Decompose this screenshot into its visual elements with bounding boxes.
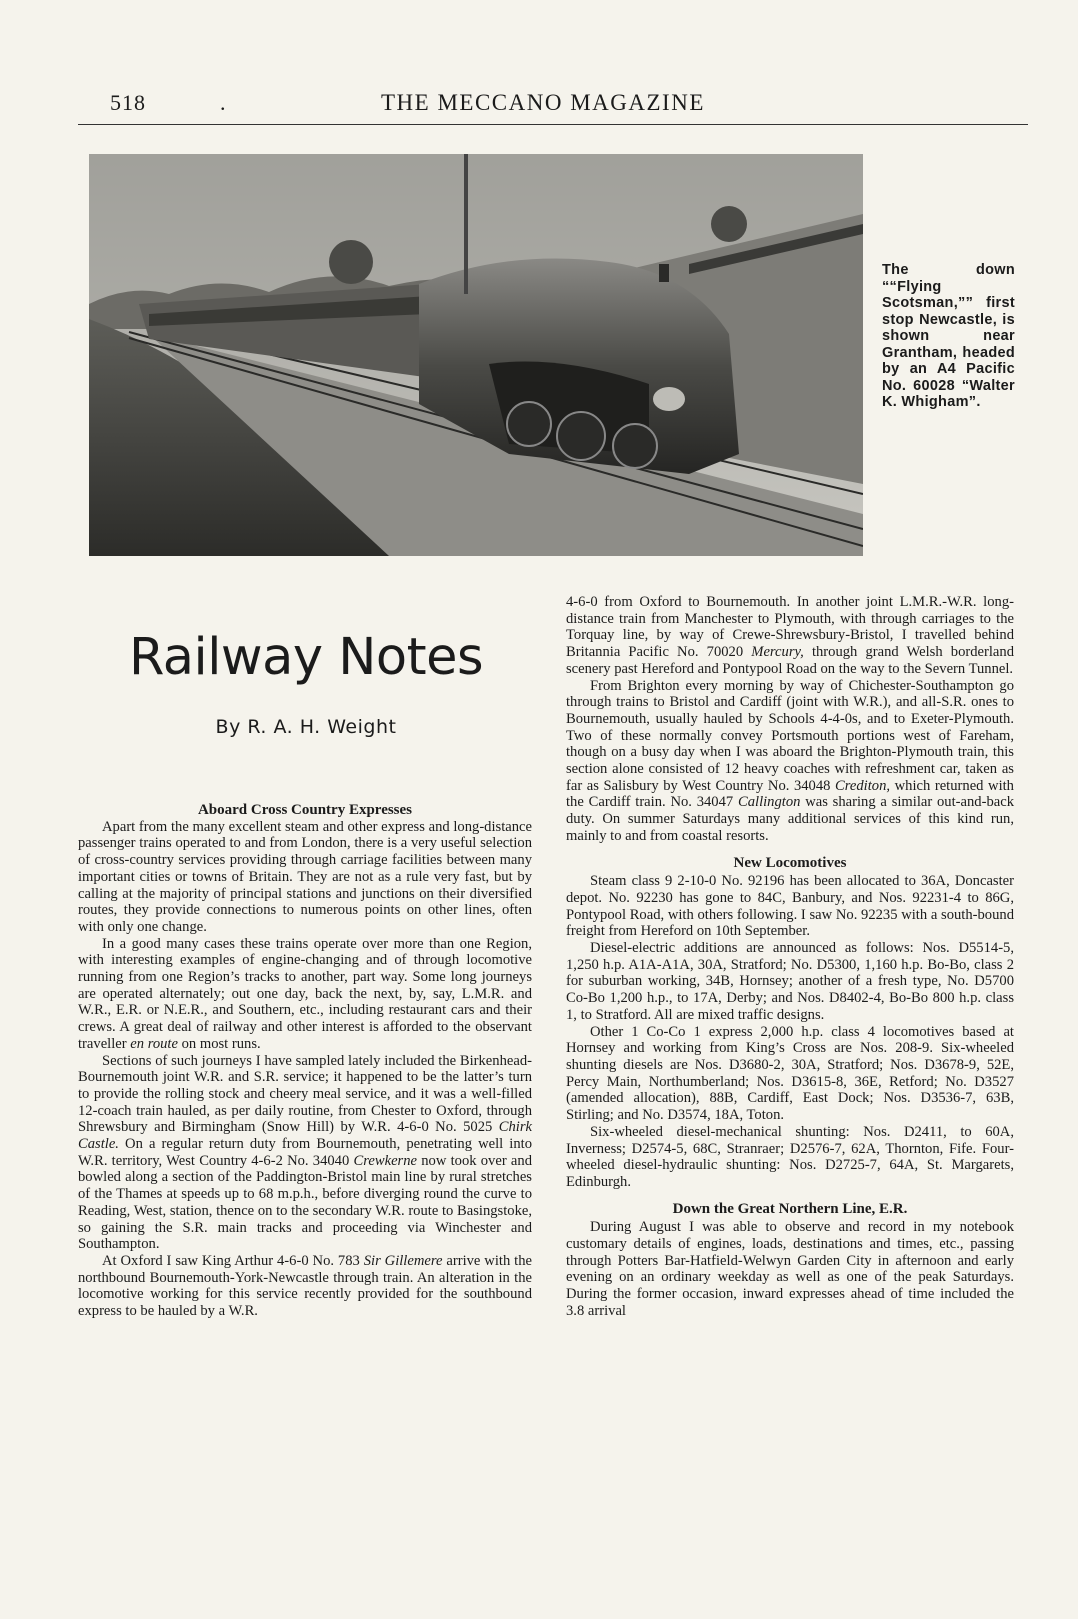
page-number: 518 <box>110 90 146 115</box>
paragraph: Steam class 9 2-10-0 No. 92196 has been allocated to 36A, Doncaster depot. No. 92230 has gone to 84C, Banbury, and Nos. 92231-4 to 86G, Pontypool Road, with others following. I saw No. 92235 with a south-bound freight from Hereford on 10th September. <box>566 873 1014 940</box>
section-heading-aboard: Aboard Cross Country Expresses <box>197 802 413 818</box>
italic-run: Crewkerne <box>353 1152 418 1169</box>
paragraph <box>566 678 1014 845</box>
text-run: which returned with the Cardiff train. No. 34047 <box>566 777 1014 811</box>
italic-run: Sir Gillemere <box>363 1252 443 1269</box>
paragraph <box>78 936 532 1053</box>
running-head: THE MECCANO MAGAZINE <box>381 90 705 115</box>
paragraph <box>566 594 1014 678</box>
text-run: At Oxford I saw King Arthur 4-6-0 No. 783 <box>102 1252 364 1269</box>
paragraph: During August I was able to observe and record in my notebook customary details of engines, loads, destinations and times, etc., passing through Potters Bar-Hatfield-Welwyn Garden City in afternoon and early evening on an ordinary weekday as well as one of the peak Saturdays. During the former occasion, inward expresses ahead of time included the 3.8 arrival <box>566 1219 1014 1319</box>
italic-run: Mercury, <box>751 644 804 661</box>
italic-run: Crediton, <box>835 777 891 794</box>
paragraph: Diesel-electric additions are announced as follows: Nos. D5514-5, 1,250 h.p. A1A-A1A, 30A, Stratford; No. D5300, 1,160 h.p. Bo-Bo, class 2 for suburban working, 34B, Hornsey; another of a fresh type, No. D5700 Co-Bo 1,200 h.p., to 17A, Derby; and Nos. D8402-4, Bo-Bo 800 h.p. class 1, to Stratford. All are mixed traffic designs. <box>566 940 1014 1023</box>
paragraph <box>78 1053 532 1253</box>
right-column <box>566 594 1014 1320</box>
section-heading-great-northern: Down the Great Northern Line, E.R. <box>672 1200 908 1217</box>
text-run: From Brighton every morning by way of Chichester-Southampton go through trains to Bristol and Cardiff (joint with W.R.), and all-S.R. ones to Bournemouth, usually hauled by Schools 4-4-0s, and to Exeter-Plymouth. Two of these normally convey Portsmouth portions west of Fareham, though on a busy day when I was aboard the Brighton-Plymouth train, this section alone consisted of 12 heavy coaches with refreshment car, taken as far as Salisbury by West Country No. 34048 <box>566 677 1014 794</box>
paragraph: Apart from the many excellent steam and other express and long-distance passenger trains operated to and from London, there is a very useful selection of cross-country services providing through carriage facilities between many important cities or towns of Britain. They are not as a rule very fast, but by calling at the majority of principal stations and junctions on their diversified routes, they provide connections to numerous points on other lines, often with only one change. <box>78 818 532 935</box>
text-run: On a regular return duty from Bournemouth, penetrating well into W.R. territory, West Country 4-6-2 No. 34040 <box>78 1136 532 1169</box>
text-run: 4-6-0 from Oxford to Bournemouth. In another joint L.M.R.-W.R. long-distance train from Manchester to Plymouth, with through carriages to the Torquay line, by way of Crewe-Shrewsbury-Bristol, I travelled behind Britannia Pacific No. 70020 <box>566 594 1014 661</box>
text-run: now took over and bowled along a section of the Paddington-Bristol main line by rural stretches of the Thames at speeds up to 68 m.p.h., before diverging round the curve to Reading, West, station, thence on to the secondary W.R. route to Basingstoke, so gaining the S.R. main tracks and proceeding via Winchester and Southampton. <box>78 1152 532 1253</box>
italic-run: Callington <box>737 794 801 811</box>
paragraph: Six-wheeled diesel-mechanical shunting: Nos. D2411, to 60A, Inverness; D2574-5, 68C, Stranraer; D2576-7, 62A, Thornton, Fife. Four-wheeled diesel-hydraulic shunting: Nos. D2725-7, 64A, St. Margarets, Edinburgh. <box>566 1123 1014 1190</box>
text-run: was sharing a similar out-and-back duty. On summer Saturdays many additional services of this kind run, mainly to and from coastal resorts. <box>566 794 1014 844</box>
text-run: through grand Welsh borderland scenery past Hereford and Pontypool Road on the way to the Severn Tunnel. <box>566 644 1014 677</box>
locomotive-photo <box>89 154 863 556</box>
article-title: Railway Notes <box>128 628 484 687</box>
paragraph <box>78 1253 532 1320</box>
byline: By R. A. H. Weight <box>215 716 397 738</box>
header-separator: . <box>220 90 226 115</box>
paragraph: Other 1 Co-Co 1 express 2,000 h.p. class 4 locomotives based at Hornsey and working from King’s Cross are Nos. 208-9. Six-wheeled shunting diesels are Nos. D3680-2, 30A, Stratford; Nos. D3678-9, 52E, Percy Main, Northumberland; Nos. D3615-8, 36E, Retford; No. D3527 (amended allocation), 88B, Cardiff, East Dock; Nos. D3536-7, 63B, Stirling; and No. D3574, 18A, Toton. <box>566 1023 1014 1124</box>
left-column <box>78 802 532 1320</box>
section-heading-new-locomotives: New Locomotives <box>733 854 847 871</box>
header-rule <box>78 124 1028 125</box>
text-run: In a good many cases these trains operate over more than one Region, with interesting examples of engine-changing and of through locomotive running from one Region’s tracks to another, part way. Some long journeys are operated alternately; out one day, back the next, by, say, L.M.R. and W.R., E.R. or N.E.R., and Southern, etc., including restaurant cars and their crews. A great deal of railway and other interest is afforded to the observant traveller <box>78 935 532 1052</box>
italic-run: en route <box>130 1035 178 1052</box>
text-run: arrive with the northbound Bournemouth-York-Newcastle through train. An alteration in the locomotive working for this service recently provided for the southbound express to be hauled by a W.R. <box>78 1252 532 1320</box>
text-run: on most runs. <box>177 1035 261 1052</box>
text-run: Sections of such journeys I have sampled lately included the Birkenhead-Bournemouth joint W.R. and S.R. service; it happened to be the latter’s turn to provide the rolling stock and cheery meal service, and it was a well-filled 12-coach train hauled, as per daily routine, from Chester to Oxford, through Shrewsbury and Birmingham (Snow Hill) by W.R. 4-6-0 No. 5025 <box>78 1052 532 1136</box>
italic-run: Chirk Castle. <box>78 1119 532 1153</box>
photo-caption: The down ““Flying Scotsman,”” first stop Newcastle, is shown near Grantham, headed by an A4 Pacific No. 60028 “Walter K. Whigham”. <box>882 262 1015 410</box>
